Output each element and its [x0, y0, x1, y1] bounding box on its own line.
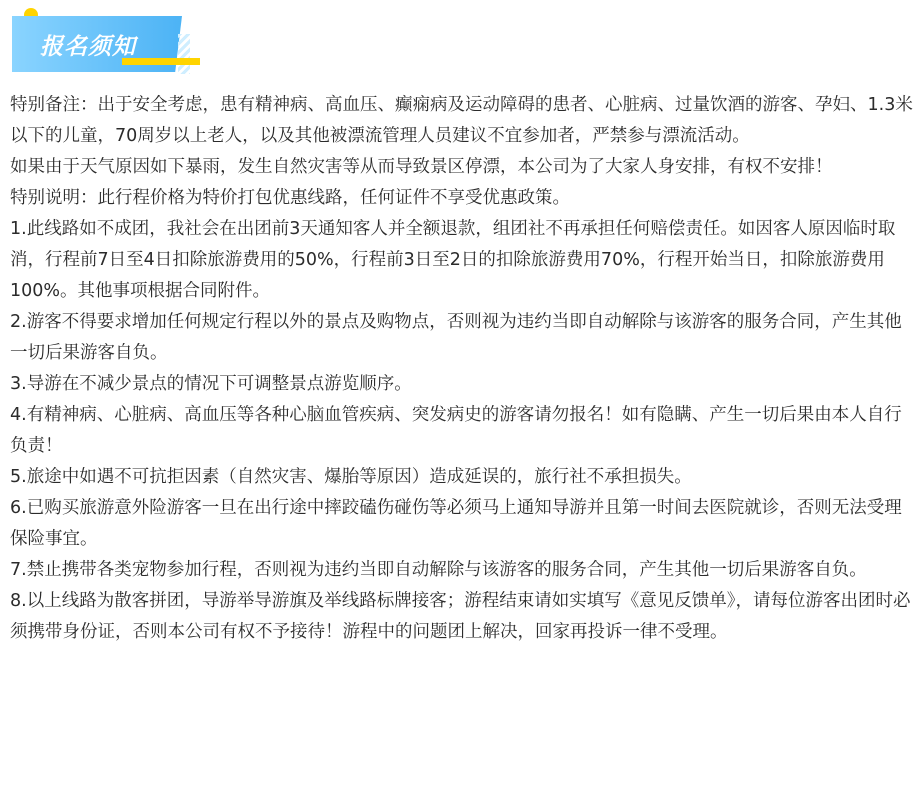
rule-item-2: 2.游客不得要求增加任何规定行程以外的景点及购物点，否则视为违约当即自动解除与该游客的服务合同，产生其他一切后果游客自负。	[10, 312, 902, 363]
rule-item-7: 7.禁止携带各类宠物参加行程，否则视为违约当即自动解除与该游客的服务合同，产生其他一切后果游客自负。	[10, 560, 867, 580]
rule-item-8: 8.以上线路为散客拼团，导游举导游旗及举线路标牌接客；游程结束请如实填写《意见反馈单》，请每位游客出团时必须携带身份证，否则本公司有权不予接待！游程中的问题团上解决，回家再投诉一律不受理。	[10, 591, 911, 642]
notice-content	[10, 90, 914, 648]
rule-item-4: 4.有精神病、心脏病、高血压等各种心脑血管疾病、突发病史的游客请勿报名！如有隐瞒、产生一切后果由本人自行负责！	[10, 405, 902, 456]
stripe-decoration	[178, 34, 190, 74]
note-weather: 如果由于天气原因如下暴雨，发生自然灾害等从而导致景区停漂，本公司为了大家人身安排，有权不安排！	[10, 157, 833, 177]
rule-item-5: 5.旅途中如遇不可抗拒因素（自然灾害、爆胎等原因）造成延误的，旅行社不承担损失。	[10, 467, 692, 487]
rule-item-1: 1.此线路如不成团，我社会在出团前3天通知客人并全额退款，组团社不再承担任何赔偿责任。如因客人原因临时取消，行程前7日至4日扣除旅游费用的50%，行程前3日至2日的扣除旅游费用70%，行程开始当日，扣除旅游费用100%。其他事项根据合同附件。	[10, 219, 896, 301]
rule-item-3: 3.导游在不减少景点的情况下可调整景点游览顺序。	[10, 374, 412, 394]
section-title: 报名须知	[40, 34, 136, 60]
section-header	[10, 8, 210, 80]
note-safety: 特别备注：出于安全考虑，患有精神病、高血压、癫痫病及运动障碍的患者、心脏病、过量饮酒的游客、孕妇、1.3米以下的儿童，70周岁以上老人，以及其他被漂流管理人员建议不宜参加者，严禁参与漂流活动。	[10, 95, 913, 146]
rule-item-6: 6.已购买旅游意外险游客一旦在出行途中摔跤磕伤碰伤等必须马上通知导游并且第一时间去医院就诊，否则无法受理保险事宜。	[10, 498, 902, 549]
note-pricing: 特别说明：此行程价格为特价打包优惠线路，任何证件不享受优惠政策。	[10, 188, 570, 208]
